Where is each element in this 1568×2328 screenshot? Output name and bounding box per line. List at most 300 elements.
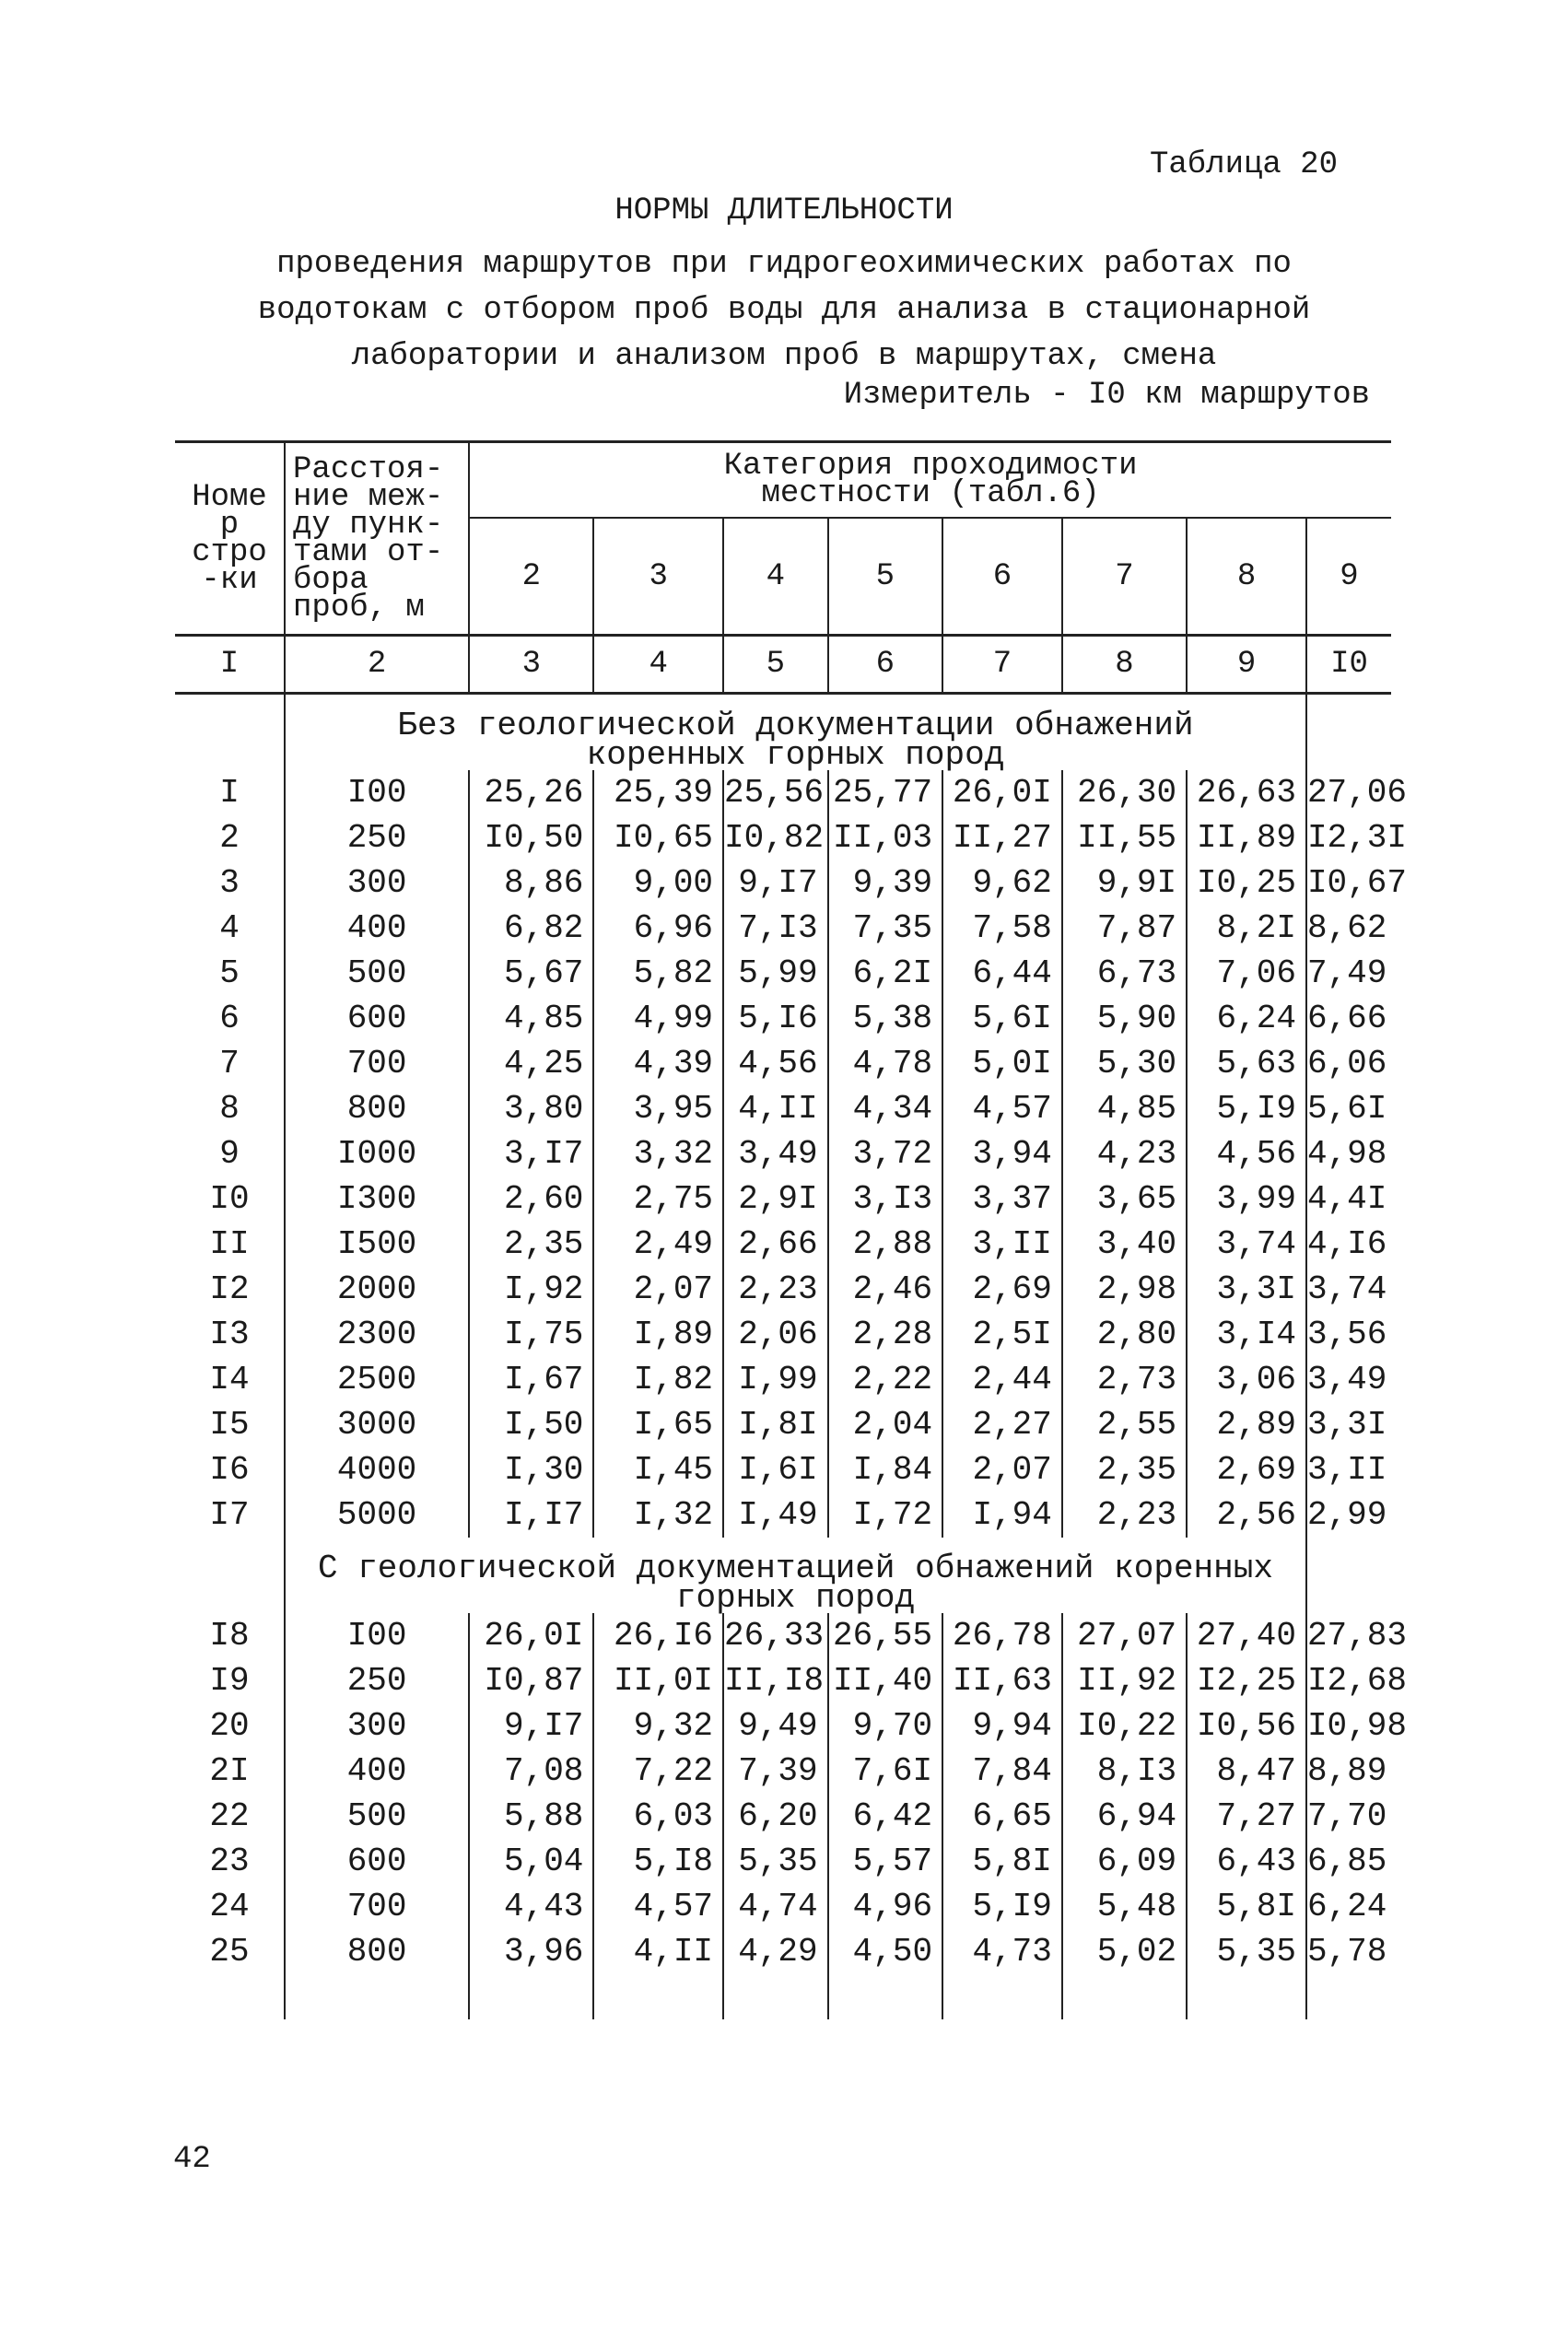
table-subtitle — [0, 241, 1568, 380]
norm-value-cell: 6,82 — [469, 906, 593, 951]
norm-value-cell: 26,I6 — [593, 1613, 723, 1658]
category-header-cell: 2 — [469, 518, 593, 636]
norm-value-cell: 26,55 — [828, 1613, 942, 1658]
row-number-cell: I5 — [209, 1406, 250, 1444]
norm-value-cell: 9,I7 — [723, 860, 828, 906]
distance-cell: 500 — [285, 951, 469, 996]
norms-table — [175, 440, 1407, 2019]
norm-value-cell: II,63 — [942, 1658, 1062, 1703]
norm-value-cell: 26,63 — [1187, 770, 1306, 815]
norm-value-cell: 25,77 — [828, 770, 942, 815]
norm-value-cell: 3,65 — [1062, 1176, 1187, 1222]
norm-value-cell: 7,06 — [1187, 951, 1306, 996]
section-spacer — [1306, 1538, 1391, 1613]
norm-value-cell: 9,00 — [593, 860, 723, 906]
norm-value-cell: 3,II — [1306, 1447, 1391, 1492]
norm-value-cell: 4,96 — [828, 1884, 942, 1929]
norm-value-cell: 6,85 — [1306, 1839, 1391, 1884]
norm-value-cell: 3,I4 — [1187, 1312, 1306, 1357]
row-number-cell: 25 — [209, 1933, 250, 1971]
table-row — [175, 860, 1391, 906]
table-body — [175, 694, 1407, 2020]
norm-value-cell: 2,66 — [723, 1222, 828, 1267]
category-header-cell: 3 — [593, 518, 723, 636]
norm-value-cell: I,89 — [593, 1312, 723, 1357]
category-header-cell: 9 — [1306, 518, 1391, 636]
norm-value-cell: I,49 — [723, 1492, 828, 1538]
table-row — [175, 1222, 1391, 1267]
distance-cell: 250 — [285, 1658, 469, 1703]
table-end-spacer — [175, 1974, 1391, 2019]
distance-cell: I300 — [285, 1176, 469, 1222]
norm-value-cell: II,I8 — [723, 1658, 828, 1703]
section-title-line: горных пород — [675, 1579, 916, 1617]
distance-cell: 300 — [285, 860, 469, 906]
norm-value-cell: 9,70 — [828, 1703, 942, 1749]
table-row — [175, 1131, 1391, 1176]
norm-value-cell: 5,I9 — [1187, 1086, 1306, 1131]
norm-value-cell: 9,32 — [593, 1703, 723, 1749]
norm-value-cell: 7,I3 — [723, 906, 828, 951]
norm-value-cell: 9,9I — [1062, 860, 1187, 906]
norm-value-cell: 5,6I — [942, 996, 1062, 1041]
norm-value-cell: 3,95 — [593, 1086, 723, 1131]
norm-value-cell: 3,06 — [1187, 1357, 1306, 1402]
norm-value-cell: 8,47 — [1187, 1749, 1306, 1794]
norm-value-cell: 2,44 — [942, 1357, 1062, 1402]
section-title-line: Без геологической документации обнажений — [397, 707, 1194, 744]
norm-value-cell: I,6I — [723, 1447, 828, 1492]
norm-value-cell: 3,74 — [1187, 1222, 1306, 1267]
table-row — [175, 1312, 1391, 1357]
norm-value-cell: 8,2I — [1187, 906, 1306, 951]
norm-value-cell: II,27 — [942, 815, 1062, 860]
norm-value-cell: 5,99 — [723, 951, 828, 996]
norm-value-cell: 5,8I — [1187, 1884, 1306, 1929]
row-number-cell: 23 — [209, 1843, 250, 1880]
table-row — [175, 1839, 1391, 1884]
norm-value-cell: 25,26 — [469, 770, 593, 815]
norm-value-cell: 5,35 — [1187, 1929, 1306, 1974]
spacer-cell — [1306, 1974, 1391, 2019]
norm-value-cell: 5,6I — [1306, 1086, 1391, 1131]
norm-value-cell: 5,8I — [942, 1839, 1062, 1884]
row-number-cell: I9 — [209, 1662, 250, 1700]
norm-value-cell: 3,II — [942, 1222, 1062, 1267]
norm-value-cell: I0,82 — [723, 815, 828, 860]
norm-value-cell: 6,65 — [942, 1794, 1062, 1839]
norm-value-cell: 2,35 — [1062, 1447, 1187, 1492]
category-header-cell: 7 — [1062, 518, 1187, 636]
norm-value-cell: I,32 — [593, 1492, 723, 1538]
norm-value-cell: 2,99 — [1306, 1492, 1391, 1538]
header-category: Категория проходимости местности (табл.6) — [469, 442, 1391, 519]
norm-value-cell: 5,78 — [1306, 1929, 1391, 1974]
norm-value-cell: I,82 — [593, 1357, 723, 1402]
section-title-line: коренных горных пород — [586, 736, 1005, 774]
norm-value-cell: 4,57 — [593, 1884, 723, 1929]
table-row — [175, 1749, 1391, 1794]
table-row — [175, 1929, 1391, 1974]
norm-value-cell: 2,98 — [1062, 1267, 1187, 1312]
norm-value-cell: I0,65 — [593, 815, 723, 860]
row-number-cell: I4 — [209, 1361, 250, 1398]
norm-value-cell: I2,3I — [1306, 815, 1391, 860]
table-row — [175, 1357, 1391, 1402]
header-row-number: Номер стро-ки — [175, 442, 285, 636]
norm-value-cell: I0,50 — [469, 815, 593, 860]
norm-value-cell: I,72 — [828, 1492, 942, 1538]
norm-value-cell: 5,57 — [828, 1839, 942, 1884]
norm-value-cell: 5,0I — [942, 1041, 1062, 1086]
subtitle-line: лаборатории и анализом проб в маршрутах, смена — [351, 339, 1217, 374]
spacer-cell — [1062, 1974, 1187, 2019]
norm-value-cell: 7,70 — [1306, 1794, 1391, 1839]
row-number-cell: 9 — [219, 1135, 240, 1173]
norm-value-cell: 2,06 — [723, 1312, 828, 1357]
norm-value-cell: 4,57 — [942, 1086, 1062, 1131]
distance-cell: I00 — [285, 770, 469, 815]
norm-value-cell: 5,I8 — [593, 1839, 723, 1884]
norm-value-cell: 4,74 — [723, 1884, 828, 1929]
subtitle-line: проведения маршрутов при гидрогеохимических работах по — [276, 247, 1292, 282]
norm-value-cell: 2,27 — [942, 1402, 1062, 1447]
column-number-cell: 8 — [1062, 636, 1187, 694]
column-number-cell: I — [175, 636, 285, 694]
norm-value-cell: 2,22 — [828, 1357, 942, 1402]
spacer-cell — [723, 1974, 828, 2019]
category-header-cell: 4 — [723, 518, 828, 636]
section-title-row — [175, 1538, 1391, 1613]
column-number-cell: 5 — [723, 636, 828, 694]
norm-value-cell: 7,87 — [1062, 906, 1187, 951]
norm-value-cell: 26,30 — [1062, 770, 1187, 815]
distance-cell: 300 — [285, 1703, 469, 1749]
distance-cell: 400 — [285, 906, 469, 951]
norm-value-cell: 6,03 — [593, 1794, 723, 1839]
norm-value-cell: 26,0I — [469, 1613, 593, 1658]
column-number-cell: 3 — [469, 636, 593, 694]
distance-cell: 5000 — [285, 1492, 469, 1538]
norm-value-cell: 2,9I — [723, 1176, 828, 1222]
page-number: 42 — [173, 2142, 211, 2177]
row-number-cell: I0 — [209, 1180, 250, 1218]
distance-cell: 2000 — [285, 1267, 469, 1312]
distance-cell: 250 — [285, 815, 469, 860]
norm-value-cell: 25,56 — [723, 770, 828, 815]
table-row — [175, 770, 1391, 815]
spacer-cell — [942, 1974, 1062, 2019]
row-number-cell: 3 — [219, 864, 240, 902]
distance-cell: I500 — [285, 1222, 469, 1267]
distance-cell: 500 — [285, 1794, 469, 1839]
norm-value-cell: 7,49 — [1306, 951, 1391, 996]
norm-value-cell: 9,I7 — [469, 1703, 593, 1749]
norm-value-cell: 2,69 — [942, 1267, 1062, 1312]
norm-value-cell: 3,I7 — [469, 1131, 593, 1176]
section-spacer — [1306, 694, 1391, 771]
spacer-cell — [469, 1974, 593, 2019]
norm-value-cell: 2,28 — [828, 1312, 942, 1357]
row-number-cell: 24 — [209, 1888, 250, 1925]
column-number-cell: 4 — [593, 636, 723, 694]
distance-cell: I000 — [285, 1131, 469, 1176]
norm-value-cell: I0,87 — [469, 1658, 593, 1703]
subtitle-line: водотокам с отбором проб воды для анализа в стационарной — [257, 293, 1311, 328]
distance-cell: 3000 — [285, 1402, 469, 1447]
norm-value-cell: I0,67 — [1306, 860, 1391, 906]
distance-cell: 800 — [285, 1929, 469, 1974]
norm-value-cell: 6,66 — [1306, 996, 1391, 1041]
norm-value-cell: 4,85 — [1062, 1086, 1187, 1131]
row-number-cell: 7 — [219, 1045, 240, 1082]
norm-value-cell: 7,35 — [828, 906, 942, 951]
norm-value-cell: 4,56 — [1187, 1131, 1306, 1176]
norm-value-cell: 2,88 — [828, 1222, 942, 1267]
norm-value-cell: 3,99 — [1187, 1176, 1306, 1222]
norm-value-cell: 7,58 — [942, 906, 1062, 951]
distance-cell: 2500 — [285, 1357, 469, 1402]
norm-value-cell: 4,39 — [593, 1041, 723, 1086]
norm-value-cell: 3,74 — [1306, 1267, 1391, 1312]
norm-value-cell: I,I7 — [469, 1492, 593, 1538]
norm-value-cell: I,67 — [469, 1357, 593, 1402]
norm-value-cell: 3,49 — [723, 1131, 828, 1176]
distance-cell: 600 — [285, 996, 469, 1041]
norm-value-cell: 3,40 — [1062, 1222, 1187, 1267]
norm-value-cell: 7,08 — [469, 1749, 593, 1794]
norm-value-cell: 4,4I — [1306, 1176, 1391, 1222]
norm-value-cell: I0,22 — [1062, 1703, 1187, 1749]
norm-value-cell: 9,39 — [828, 860, 942, 906]
table-row — [175, 951, 1391, 996]
norm-value-cell: 4,98 — [1306, 1131, 1391, 1176]
section-title — [285, 694, 1306, 774]
norm-value-cell: 26,33 — [723, 1613, 828, 1658]
norm-value-cell: 5,82 — [593, 951, 723, 996]
norm-value-cell: 6,44 — [942, 951, 1062, 996]
norm-value-cell: 27,40 — [1187, 1613, 1306, 1658]
row-number-cell: I7 — [209, 1496, 250, 1534]
norm-value-cell: 3,32 — [593, 1131, 723, 1176]
norm-value-cell: I0,25 — [1187, 860, 1306, 906]
norm-value-cell: 3,37 — [942, 1176, 1062, 1222]
norm-value-cell: 2,46 — [828, 1267, 942, 1312]
table-row — [175, 996, 1391, 1041]
norm-value-cell: I,50 — [469, 1402, 593, 1447]
norm-value-cell: 3,3I — [1306, 1402, 1391, 1447]
table-row — [175, 1794, 1391, 1839]
norm-value-cell: 5,38 — [828, 996, 942, 1041]
norm-value-cell: 2,80 — [1062, 1312, 1187, 1357]
norm-value-cell: I2,25 — [1187, 1658, 1306, 1703]
row-number-cell: II — [209, 1225, 250, 1263]
norm-value-cell: 4,25 — [469, 1041, 593, 1086]
section-spacer — [175, 1538, 285, 1613]
norm-value-cell: 5,I9 — [942, 1884, 1062, 1929]
norm-value-cell: 6,73 — [1062, 951, 1187, 996]
spacer-cell — [828, 1974, 942, 2019]
norm-value-cell: 27,07 — [1062, 1613, 1187, 1658]
norm-value-cell: 7,39 — [723, 1749, 828, 1794]
norm-value-cell: 2,56 — [1187, 1492, 1306, 1538]
norm-value-cell: 7,27 — [1187, 1794, 1306, 1839]
norm-value-cell: 3,I3 — [828, 1176, 942, 1222]
norm-value-cell: 9,49 — [723, 1703, 828, 1749]
norm-value-cell: 3,56 — [1306, 1312, 1391, 1357]
distance-cell: 4000 — [285, 1447, 469, 1492]
norm-value-cell: 25,39 — [593, 770, 723, 815]
table-header — [175, 442, 1391, 694]
norm-value-cell: 2,73 — [1062, 1357, 1187, 1402]
distance-cell: 700 — [285, 1041, 469, 1086]
norm-value-cell: 9,94 — [942, 1703, 1062, 1749]
row-number-cell: I2 — [209, 1270, 250, 1308]
section-spacer — [175, 694, 285, 771]
norm-value-cell: I,94 — [942, 1492, 1062, 1538]
norm-value-cell: 6,2I — [828, 951, 942, 996]
norm-value-cell: 27,06 — [1306, 770, 1391, 815]
table-row — [175, 1086, 1391, 1131]
table-title: НОРМЫ ДЛИТЕЛЬНОСТИ — [614, 193, 954, 228]
norm-value-cell: 2,07 — [942, 1447, 1062, 1492]
spacer-cell — [593, 1974, 723, 2019]
table-row — [175, 1402, 1391, 1447]
norm-value-cell: 4,50 — [828, 1929, 942, 1974]
row-number-cell: I — [219, 774, 240, 812]
norm-value-cell: 5,30 — [1062, 1041, 1187, 1086]
column-number-cell: I0 — [1306, 636, 1391, 694]
norm-value-cell: I,92 — [469, 1267, 593, 1312]
norm-value-cell: 2,5I — [942, 1312, 1062, 1357]
norm-value-cell: 8,I3 — [1062, 1749, 1187, 1794]
norm-value-cell: 6,06 — [1306, 1041, 1391, 1086]
norm-value-cell: 4,II — [593, 1929, 723, 1974]
norm-value-cell: I,65 — [593, 1402, 723, 1447]
table-row — [175, 1176, 1391, 1222]
norm-value-cell: I,75 — [469, 1312, 593, 1357]
norm-value-cell: 2,23 — [723, 1267, 828, 1312]
table-row — [175, 1658, 1391, 1703]
distance-cell: 400 — [285, 1749, 469, 1794]
row-number-cell: I8 — [209, 1617, 250, 1655]
norm-value-cell: 4,34 — [828, 1086, 942, 1131]
row-number-cell: 8 — [219, 1090, 240, 1128]
norm-value-cell: 6,42 — [828, 1794, 942, 1839]
norm-value-cell: II,55 — [1062, 815, 1187, 860]
norm-value-cell: 4,73 — [942, 1929, 1062, 1974]
column-number-row — [175, 636, 1391, 694]
table-row — [175, 1884, 1391, 1929]
norm-value-cell: II,92 — [1062, 1658, 1187, 1703]
norm-value-cell: II,89 — [1187, 815, 1306, 860]
norm-value-cell: 26,0I — [942, 770, 1062, 815]
norm-value-cell: 2,35 — [469, 1222, 593, 1267]
row-number-cell: 4 — [219, 909, 240, 947]
norm-value-cell: 4,II — [723, 1086, 828, 1131]
table-row — [175, 815, 1391, 860]
norm-value-cell: 8,62 — [1306, 906, 1391, 951]
column-number-cell: 9 — [1187, 636, 1306, 694]
norm-value-cell: 5,67 — [469, 951, 593, 996]
distance-cell: 800 — [285, 1086, 469, 1131]
category-header-cell: 8 — [1187, 518, 1306, 636]
norm-value-cell: 4,85 — [469, 996, 593, 1041]
norm-value-cell: 5,I6 — [723, 996, 828, 1041]
norm-value-cell: 6,96 — [593, 906, 723, 951]
norm-value-cell: 5,04 — [469, 1839, 593, 1884]
norm-value-cell: I,45 — [593, 1447, 723, 1492]
norm-value-cell: 6,24 — [1187, 996, 1306, 1041]
norm-value-cell: II,0I — [593, 1658, 723, 1703]
norm-value-cell: 5,88 — [469, 1794, 593, 1839]
norm-value-cell: 7,6I — [828, 1749, 942, 1794]
table-row — [175, 1703, 1391, 1749]
norm-value-cell: 7,84 — [942, 1749, 1062, 1794]
norm-value-cell: I2,68 — [1306, 1658, 1391, 1703]
category-header-cell: 6 — [942, 518, 1062, 636]
row-number-cell: 20 — [209, 1707, 250, 1745]
distance-cell: I00 — [285, 1613, 469, 1658]
norm-value-cell: I,84 — [828, 1447, 942, 1492]
table-row — [175, 1447, 1391, 1492]
norm-value-cell: 3,80 — [469, 1086, 593, 1131]
norm-value-cell: 8,89 — [1306, 1749, 1391, 1794]
norm-value-cell: I,8I — [723, 1402, 828, 1447]
norm-value-cell: 6,94 — [1062, 1794, 1187, 1839]
table-row — [175, 1613, 1391, 1658]
column-number-cell: 2 — [285, 636, 469, 694]
spacer-cell — [1187, 1974, 1306, 2019]
distance-cell: 600 — [285, 1839, 469, 1884]
norm-value-cell: 4,29 — [723, 1929, 828, 1974]
norm-value-cell: 2,69 — [1187, 1447, 1306, 1492]
distance-cell: 700 — [285, 1884, 469, 1929]
norm-value-cell: 26,78 — [942, 1613, 1062, 1658]
norm-value-cell: I0,56 — [1187, 1703, 1306, 1749]
row-number-cell: 2I — [209, 1752, 250, 1790]
spacer-cell — [175, 1974, 285, 2019]
norm-value-cell: 3,94 — [942, 1131, 1062, 1176]
norm-value-cell: 7,22 — [593, 1749, 723, 1794]
norm-value-cell: 2,04 — [828, 1402, 942, 1447]
norm-value-cell: 3,3I — [1187, 1267, 1306, 1312]
norm-value-cell: 2,23 — [1062, 1492, 1187, 1538]
header-distance: Расстоя-ние меж-ду пунк-тами от-бора проб, м — [285, 442, 469, 636]
section-title-row — [175, 694, 1391, 771]
norm-value-cell: 2,07 — [593, 1267, 723, 1312]
norm-value-cell: 5,48 — [1062, 1884, 1187, 1929]
norm-value-cell: 9,62 — [942, 860, 1062, 906]
norm-value-cell: 2,75 — [593, 1176, 723, 1222]
norm-value-cell: 4,78 — [828, 1041, 942, 1086]
norm-value-cell: 6,09 — [1062, 1839, 1187, 1884]
norm-value-cell: 2,60 — [469, 1176, 593, 1222]
category-header-cell: 5 — [828, 518, 942, 636]
unit-of-measure: Измеритель - I0 км маршрутов — [843, 378, 1370, 413]
section-title — [285, 1538, 1306, 1617]
section-title-line: С геологической документацией обнажений коренных — [318, 1550, 1273, 1587]
spacer-cell — [285, 1974, 469, 2019]
norm-value-cell: 6,24 — [1306, 1884, 1391, 1929]
norm-value-cell: II,03 — [828, 815, 942, 860]
table-number: Таблица 20 — [1149, 147, 1338, 182]
column-number-cell: 6 — [828, 636, 942, 694]
norm-value-cell: 6,43 — [1187, 1839, 1306, 1884]
norm-value-cell: 6,20 — [723, 1794, 828, 1839]
norm-value-cell: 4,23 — [1062, 1131, 1187, 1176]
row-number-cell: 6 — [219, 1000, 240, 1037]
